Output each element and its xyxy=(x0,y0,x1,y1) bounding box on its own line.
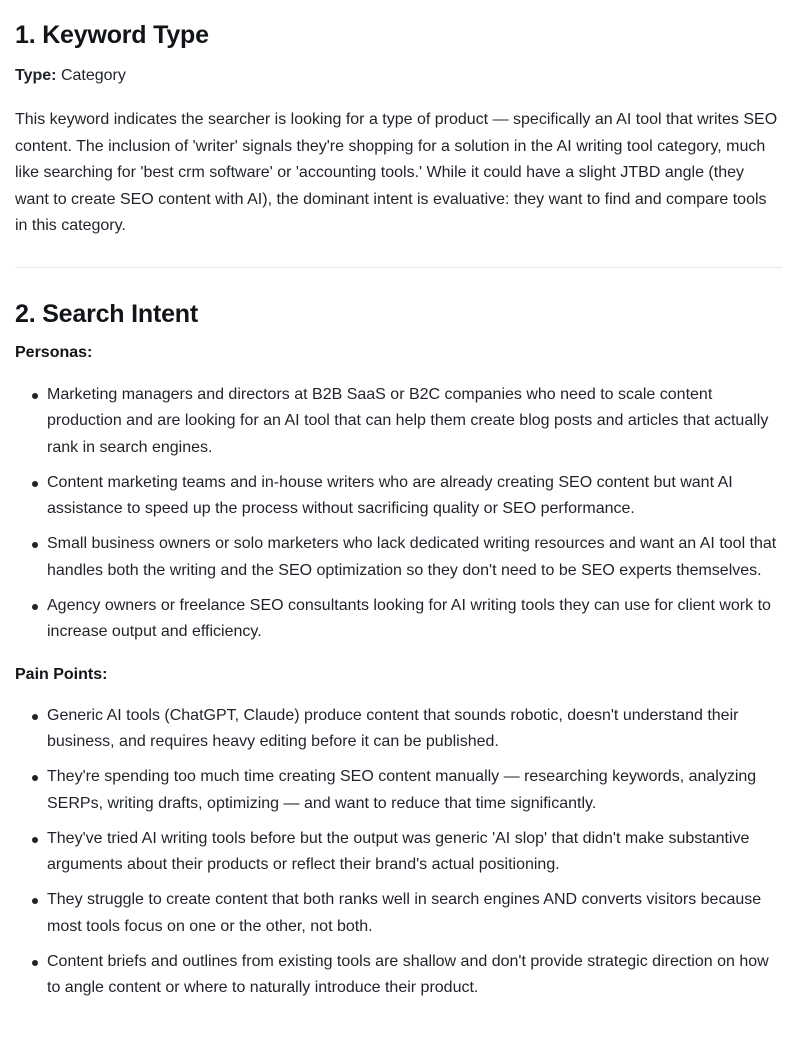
pain-point-text: Content briefs and outlines from existing tools are shallow and don't provide strategic direction on how to angle content or where to naturally introduce their product. xyxy=(47,952,769,996)
section-title-search-intent: 2. Search Intent xyxy=(15,299,198,328)
bullet-icon xyxy=(32,960,38,966)
bullet-icon xyxy=(32,837,38,843)
pain-point-text: Generic AI tools (ChatGPT, Claude) produce content that sounds robotic, doesn't understand their business, and requires heavy editing before it can be published. xyxy=(47,706,739,750)
bullet-icon xyxy=(32,393,38,399)
pain-points-label: Pain Points: xyxy=(15,665,108,683)
persona-text: Marketing managers and directors at B2B SaaS or B2C companies who need to scale content production and are looking for an AI tool that can help them create blog posts and articles that actually rank in search engines. xyxy=(47,385,769,456)
bullet-icon xyxy=(32,898,38,904)
pain-points-list xyxy=(15,703,782,1002)
persona-text: Small business owners or solo marketers who lack dedicated writing resources and want an AI tool that handles both the writing and the SEO optimization so they don't need to be SEO experts themselves. xyxy=(47,535,777,579)
type-label: Type: xyxy=(15,67,57,84)
section-divider xyxy=(15,267,782,268)
list-item xyxy=(15,764,782,817)
pain-point-text: They're spending too much time creating SEO content manually — researching keywords, analyzing SERPs, writing drafts, optimizing — and want to reduce that time significantly. xyxy=(47,768,757,812)
pain-point-text: They struggle to create content that both ranks well in search engines AND converts visitors because most tools focus on one or the other, not both. xyxy=(47,891,762,935)
bullet-icon xyxy=(32,542,38,548)
pain-point-text: They've tried AI writing tools before but the output was generic 'AI slop' that didn't make substantive arguments about their products or reflect their brand's actual positioning. xyxy=(47,829,750,873)
keyword-type-paragraph: This keyword indicates the searcher is looking for a type of product — specifically an AI tool that writes SEO content. The inclusion of 'writer' signals they're shopping for a solution in the AI writing tool category, much like searching for 'best crm software' or 'accounting tools.' While it could have a slight JTBD angle (they want to create SEO content with AI), the dominant intent is evaluative: they want to find and compare tools in this category. xyxy=(15,111,778,234)
persona-text: Agency owners or freelance SEO consultants looking for AI writing tools they can use for client work to increase output and efficiency. xyxy=(47,596,771,640)
bullet-icon xyxy=(32,775,38,781)
persona-text: Content marketing teams and in-house writers who are already creating SEO content but want AI assistance to speed up the process without sacrificing quality or SEO performance. xyxy=(47,473,733,517)
personas-label: Personas: xyxy=(15,343,93,361)
section-title-keyword-type: 1. Keyword Type xyxy=(15,21,209,49)
personas-list xyxy=(15,382,782,646)
list-item xyxy=(15,703,782,756)
list-item xyxy=(15,531,782,584)
list-item xyxy=(15,470,782,523)
bullet-icon xyxy=(32,714,38,720)
type-value: Category xyxy=(60,67,126,84)
list-item xyxy=(15,826,782,879)
list-item xyxy=(15,949,782,1002)
keyword-type-line xyxy=(15,66,782,86)
bullet-icon xyxy=(32,481,38,487)
list-item xyxy=(15,887,782,940)
list-item xyxy=(15,382,782,462)
list-item xyxy=(15,593,782,646)
bullet-icon xyxy=(32,604,38,610)
